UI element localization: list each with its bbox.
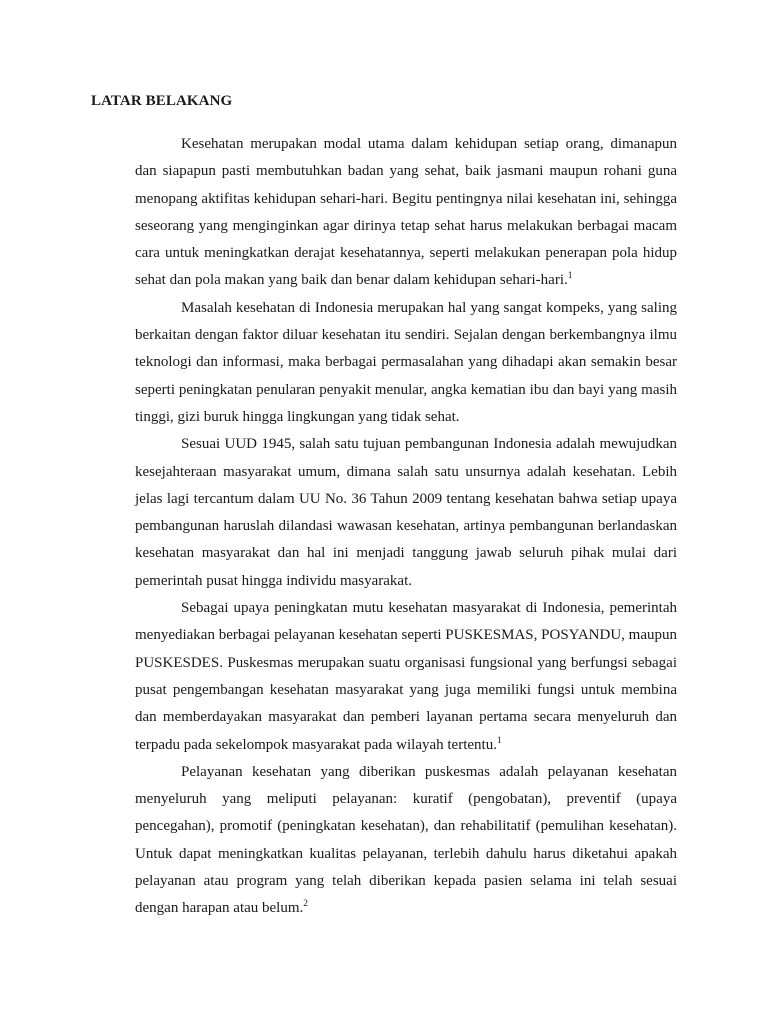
paragraph-text: Sebagai upaya peningkatan mutu kesehatan masyarakat di Indonesia, pemerintah menyediakan berbagai pelayanan kesehatan seperti PUSKESMAS, POSYANDU, maupun PUSKESDES. Puskesmas merupakan suatu organisasi fungsional yang berfungsi sebagai pusat pengembangan kesehatan masyarakat yang juga memiliki fungsi untuk membina dan memberdayakan masyarakat dan pemberi layanan pertama secara menyeluruh dan terpadu pada sekelompok masyarakat pada wilayah tertentu. <box>135 600 677 753</box>
footnote-ref: 2 <box>303 899 309 910</box>
paragraph-text: Sesuai UUD 1945, salah satu tujuan pembangunan Indonesia adalah mewujudkan kesejahteraan masyarakat umum, dimana salah satu unsurnya adalah kesehatan. Lebih jelas lagi tercantum dalam UU No. 36 Tahun 2009 tentang kesehatan bahwa setiap upaya pembangunan haruslah dilandasi wawasan kesehatan, artinya pembangunan berlandaskan kesehatan masyarakat dan hal ini menjadi tanggung jawab seluruh pihak mulai dari pemerintah pusat hingga individu masyarakat. <box>135 436 677 589</box>
footnote-ref: 1 <box>496 735 502 746</box>
paragraph <box>135 595 677 759</box>
footnote-ref: 1 <box>567 271 573 282</box>
paragraph-text: Masalah kesehatan di Indonesia merupakan hal yang sangat kompeks, yang saling berkaitan dengan faktor diluar kesehatan itu sendiri. Sejalan dengan berkembangnya ilmu teknologi dan informasi, maka berbagai permasalahan yang dihadapi akan semakin besar seperti peningkatan penularan penyakit menular, angka kematian ibu dan bayi yang masih tinggi, gizi buruk hingga lingkungan yang tidak sehat. <box>135 299 677 425</box>
section-heading: LATAR BELAKANG <box>91 93 233 109</box>
paragraph-text: Pelayanan kesehatan yang diberikan puskesmas adalah pelayanan kesehatan menyeluruh yang meliputi pelayanan: kuratif (pengobatan), preventif (upaya pencegahan), promotif (peningkatan kesehatan), dan rehabilitatif (pemulihan kesehatan). Untuk dapat meningkatkan kualitas pelayanan, terlebih dahulu harus diketahui apakah pelayanan atau program yang telah diberikan kepada pasien selama ini telah sesuai dengan harapan atau belum. <box>135 763 677 917</box>
paragraph <box>135 759 677 923</box>
paragraph <box>135 431 677 595</box>
paragraph-text: Kesehatan merupakan modal utama dalam kehidupan setiap orang, dimanapun dan siapapun pasti membutuhkan badan yang sehat, baik jasmani maupun rohani guna menopang aktifitas kehidupan sehari-hari. Begitu pentingnya nilai kesehatan ini, sehingga seseorang yang menginginkan agar dirinya tetap sehat harus melakukan berbagai macam cara untuk meningkatkan derajat kesehatannya, seperti melakukan penerapan pola hidup sehat dan pola makan yang baik dan benar dalam kehidupan sehari-hari. <box>135 136 677 289</box>
body-text <box>135 131 677 923</box>
paragraph <box>135 131 677 295</box>
paragraph <box>135 295 677 431</box>
